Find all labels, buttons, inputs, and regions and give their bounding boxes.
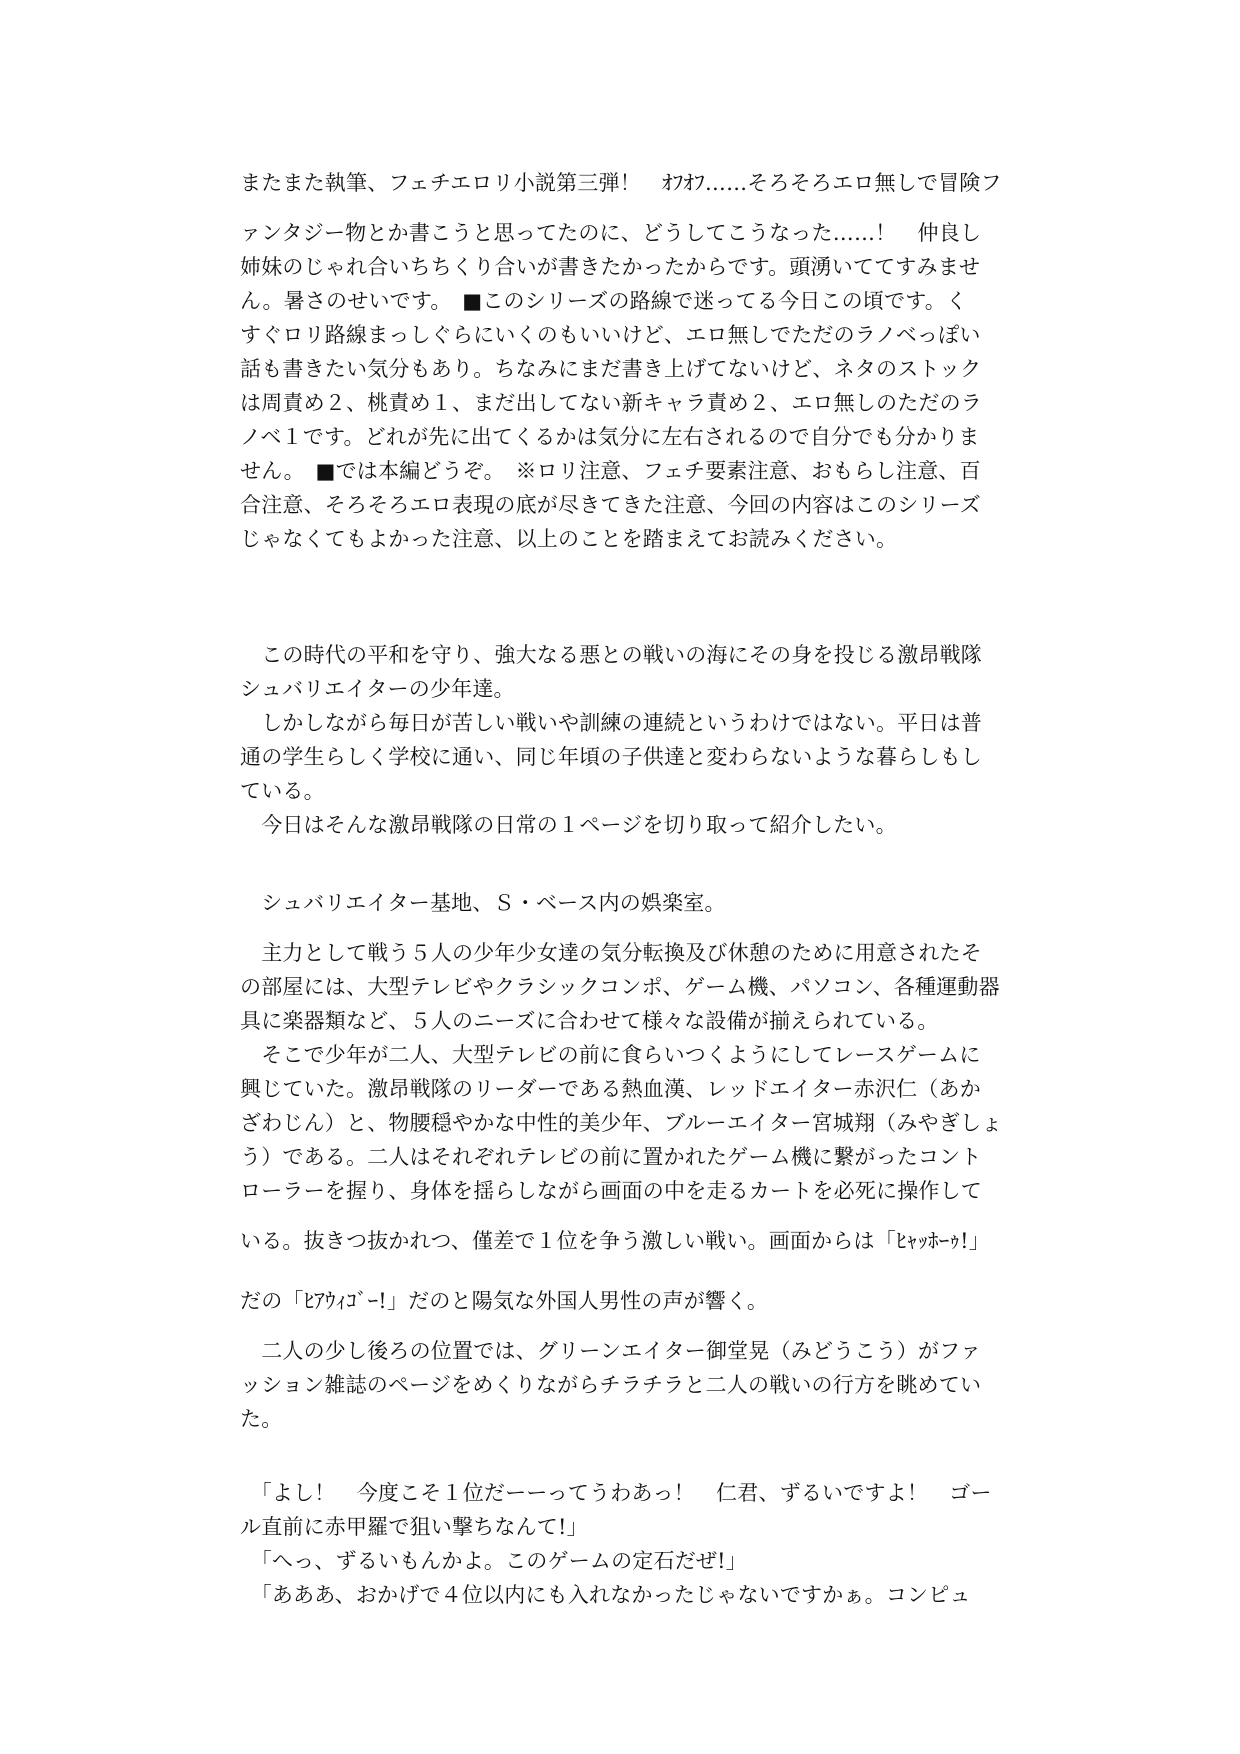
text-line: 通の学生らしく学校に通い、同じ年頃の子供達と変わらないような暮らしもし [240,745,982,769]
text-line: シュバリエイターの少年達。 [240,677,515,701]
text-line: は周責め２、桃責め１、まだ出してない新キャラ責め２、エロ無しのただのラ [240,391,982,415]
text-line: せん。 ■では本編どうぞ。 ※ロリ注意、フェチ要素注意、おもらし注意、百 [240,459,981,483]
text-line: ている。 [240,779,325,803]
text-line: 「へっ、ずるいもんかよ。このゲームの定石だぜ!」 [240,1549,747,1573]
text-line: 「あああ、おかげで４位以内にも入れなかったじゃないですかぁ。コンピュ [240,1583,971,1607]
text-line: 二人の少し後ろの位置では、グリーンエイター御堂晃（みどうこう）がファ [240,1339,982,1363]
text-line: またまた執筆、フェチエロリ小説第三弾！ ｵﾌｵﾌ……そろそろエロ無しで冒険フ [240,171,1002,195]
text-line: ル直前に赤甲羅で狙い撃ちなんて!」 [240,1515,588,1539]
text-line: 主力として戦う５人の少年少女達の気分転換及び休憩のために用意されたそ [240,941,982,965]
text-line: 具に楽器類など、５人のニーズに合わせて様々な設備が揃えられている。 [240,1009,939,1033]
text-line: 姉妹のじゃれ合いちちくり合いが書きたかったからです。頭湧いててすみませ [240,255,981,279]
text-line: だの「ﾋｱｳｨｺﾞｰ!」だのと陽気な外国人男性の声が響く。 [240,1289,769,1313]
text-line: この時代の平和を守り、強大なる悪との戦いの海にその身を投じる激昂戦隊 [240,643,982,667]
text-line: シュバリエイター基地、Ｓ・ベース内の娯楽室。 [240,891,726,915]
text-line: じゃなくてもよかった注意、以上のことを踏まえてお読みください。 [240,527,898,551]
text-line: そこで少年が二人、大型テレビの前に食らいつくようにしてレースゲームに [240,1043,981,1067]
text-line: いる。抜きつ抜かれつ、僅差で１位を争う激しい戦い。画面からは「ﾋｬｯﾎｰｩ!」 [240,1229,990,1253]
text-line: の部屋には、大型テレビやクラシックコンポ、ゲーム機、パソコン、各種運動器 [240,975,1000,999]
text-line: 合注意、そろそろエロ表現の底が尽きてきた注意、今回の内容はこのシリーズ [240,493,981,517]
text-line: た。 [240,1407,283,1431]
text-line: ァンタジー物とか書こうと思ってたのに、どうしてこうなった……！ 仲良し [240,221,982,245]
text-line: 今日はそんな激昂戦隊の日常の１ページを切り取って紹介したい。 [240,813,897,837]
text-line: すぐロリ路線まっしぐらにいくのもいいけど、エロ無しでただのラノベっぽい [240,323,981,347]
text-line: ローラーを握り、身体を揺らしながら画面の中を走るカートを必死に操作して [240,1179,982,1203]
text-line: ノベ１です。どれが先に出てくるかは気分に左右されるので自分でも分かりま [240,425,980,449]
text-line: う）である。二人はそれぞれテレビの前に置かれたゲーム機に繋がったコント [240,1145,982,1169]
text-line: 「よし！ 今度こそ１位だーーってうわあっ！ 仁君、ずるいですよ！ ゴー [240,1481,992,1505]
text-line: 興じていた。激昂戦隊のリーダーである熱血漢、レッドエイター赤沢仁（あか [240,1077,981,1101]
text-line: ざわじん）と、物腰穏やかな中性的美少年、ブルーエイター宮城翔（みやぎしょ [240,1111,1003,1135]
text-line: 話も書きたい気分もあり。ちなみにまだ書き上げてないけど、ネタのストック [240,357,982,381]
text-line: ん。暑さのせいです。 ■このシリーズの路線で迷ってる今日この頃です。く [240,289,968,313]
text-line: ッション雑誌のページをめくりながらチラチラと二人の戦いの行方を眺めてい [240,1373,982,1397]
text-line: しかしながら毎日が苦しい戦いや訓練の連続というわけではない。平日は普 [240,711,982,735]
